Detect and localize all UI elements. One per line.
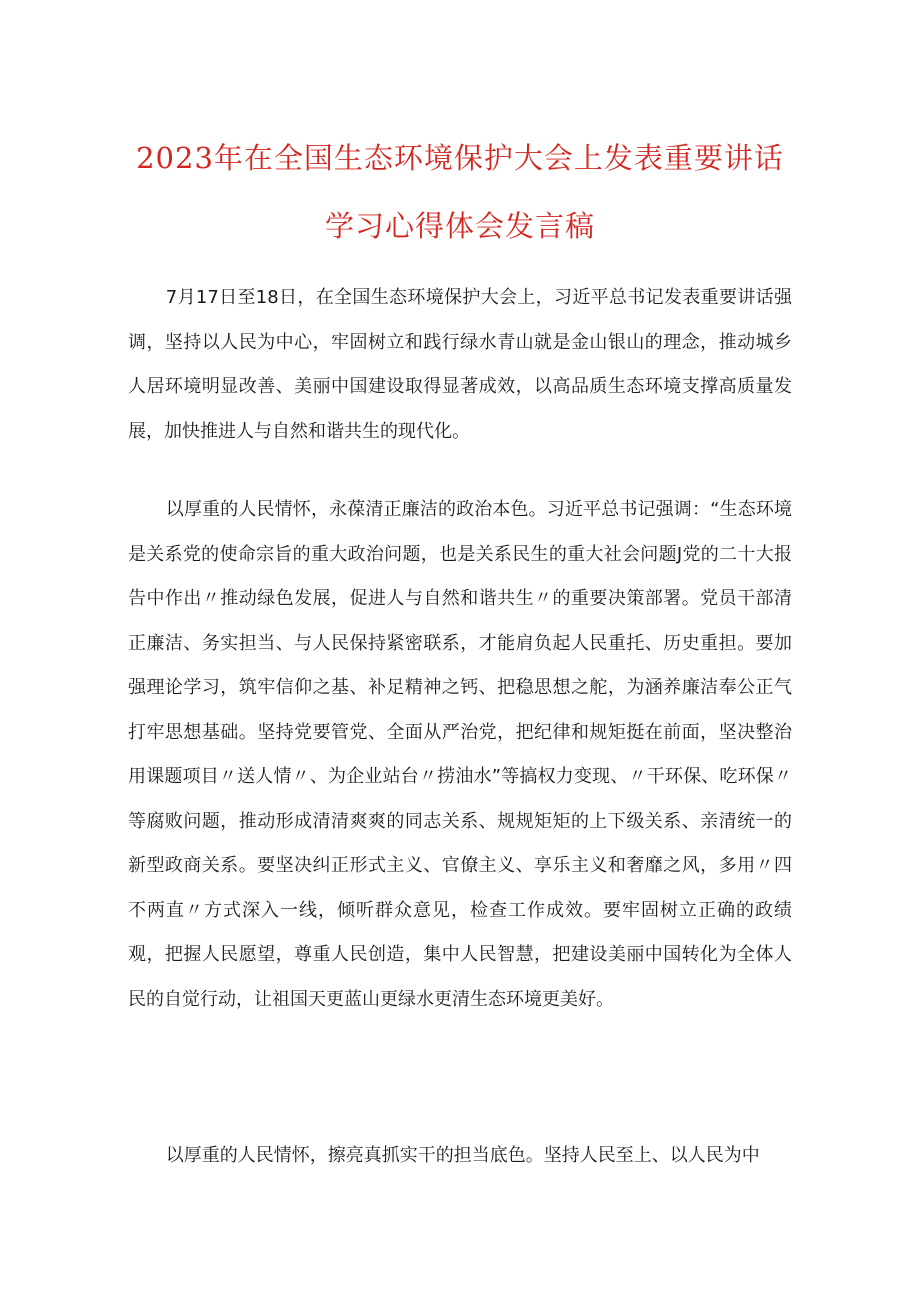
- paragraph-2: 以厚重的人民情怀，永葆清正廉洁的政治本色。习近平总书记强调：“生态环境是关系党的使命宗旨的重大政治问题，也是关系民生的重大社会问题J党的二十大报告中作出〃推动绿色发展，促进人与自然和谐共生〃的重要决策部署。党员干部清正廉洁、务实担当、与人民保持紧密联系，才能肩负起人民重托、历史重担。要加强理论学习，筑牢信仰之基、补足精神之钙、把稳思想之舵，为涵养廉洁奉公正气打牢思想基础。坚持党要管党、全面从严治党，把纪律和规矩挺在前面，坚决整治用课题项目〃送人情〃、为企业站台〃捞油水”等搞权力变现、〃干环保、吃环保〃等腐败问题，推动形成清清爽爽的同志关系、规规矩矩的上下级关系、亲清统一的新型政商关系。要坚决纠正形式主义、官僚主义、享乐主义和奢靡之风，多用〃四不两直〃方式深入一线，倾听群众意见，检查工作成效。要牢固树立正确的政绩观，把握人民愿望，尊重人民创造，集中人民智慧，把建设美丽中国转化为全体人民的自觉行动，让祖国天更蓝山更绿水更清生态环境更美好。: [128, 499, 792, 1010]
- paragraph-3: 以厚重的人民情怀，擦亮真抓实干的担当底色。坚持人民至上、以人民为中: [165, 1145, 760, 1166]
- paragraph-1: 7月17日至18日，在全国生态环境保护大会上，习近平总书记发表重要讲话强调，坚持以人民为中心，牢固树立和践行绿水青山就是金山银山的理念，推动城乡人居环境明显改善、美丽中国建设取得显著成效，以高品质生态环境支撑高质量发展，加快推进人与自然和谐共生的现代化。: [128, 287, 792, 442]
- document-title-line-1: 2023年在全国生态环境保护大会上发表重要讲话: [136, 141, 784, 175]
- document-title-line-2: 学习心得体会发言稿: [324, 209, 595, 243]
